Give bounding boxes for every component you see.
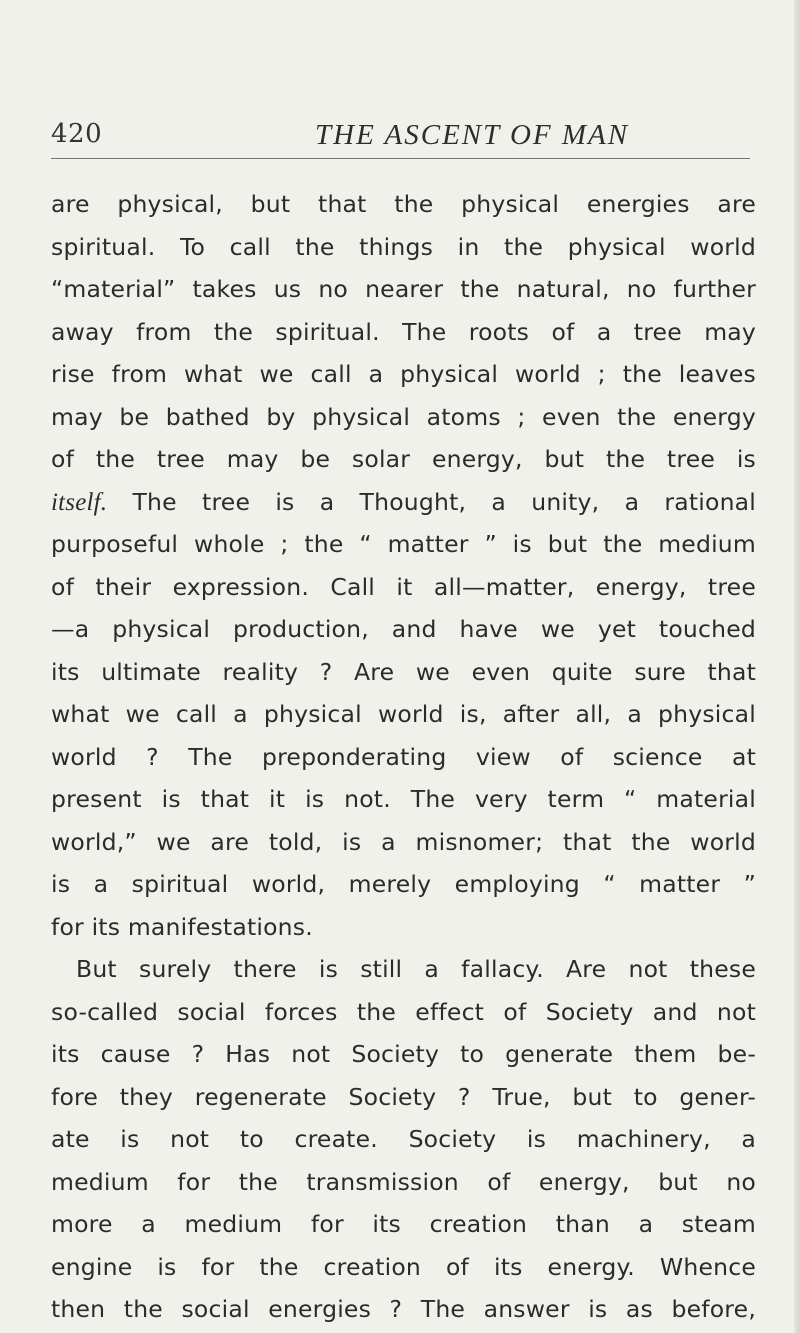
- text-line: present is that it is not. The very term “ material: [51, 785, 756, 813]
- text-line: more a medium for its creation than a steam: [51, 1210, 756, 1238]
- text-line: ate is not to create. Society is machinery, a: [51, 1125, 756, 1153]
- text-line: what we call a physical world is, after all, a physical: [51, 700, 756, 728]
- page-number: 420: [51, 119, 103, 149]
- body-text: [51, 183, 756, 1331]
- text-line: of their expression. Call it all—matter, energy, tree: [51, 572, 756, 601]
- text-line: world,” we are told, is a misnomer; that the world: [51, 827, 756, 856]
- text-line: so-called social forces the effect of Society and not: [51, 997, 756, 1026]
- text-line: its ultimate reality ? Are we even quite sure that: [51, 657, 756, 686]
- text-line: engine is for the creation of its energy. Whence: [51, 1252, 756, 1281]
- text-line: away from the spiritual. The roots of a tree may: [51, 317, 756, 346]
- text-line: is a spiritual world, merely employing “ matter ”: [51, 870, 756, 898]
- text-line: medium for the transmission of energy, but no: [51, 1167, 756, 1196]
- paragraph-start-line: But surely there is still a fallacy. Are not these: [76, 955, 756, 983]
- text-line: “material” takes us no nearer the natural, no further: [51, 275, 756, 303]
- text-line: —a physical production, and have we yet touched: [51, 615, 756, 643]
- text-line: its cause ? Has not Society to generate them be-: [51, 1040, 756, 1068]
- text-line: [51, 481, 756, 524]
- text-fragment: The tree is a Thought, a unity, a rational: [107, 487, 756, 516]
- paragraph-end-line: for its manifestations.: [51, 912, 313, 941]
- text-line: world ? The preponderating view of science at: [51, 742, 756, 771]
- text-line: are physical, but that the physical energies are: [51, 190, 756, 218]
- text-line: rise from what we call a physical world ; the leaves: [51, 360, 756, 388]
- text-line: may be bathed by physical atoms ; even the energy: [51, 402, 756, 431]
- page-header: [0, 119, 800, 159]
- text-line: fore they regenerate Society ? True, but to gener-: [51, 1082, 756, 1111]
- text-line: spiritual. To call the things in the physical world: [51, 232, 756, 261]
- running-title: THE ASCENT OF MAN: [315, 119, 630, 151]
- text-line: purposeful whole ; the “ matter ” is but the medium: [51, 530, 756, 558]
- text-line: then the social energies ? The answer is as before,: [51, 1295, 756, 1323]
- header-rule: [51, 158, 750, 159]
- text-line: of the tree may be solar energy, but the tree is: [51, 445, 756, 473]
- page-edge-shadow: [794, 0, 800, 1333]
- italic-word: itself.: [51, 488, 108, 516]
